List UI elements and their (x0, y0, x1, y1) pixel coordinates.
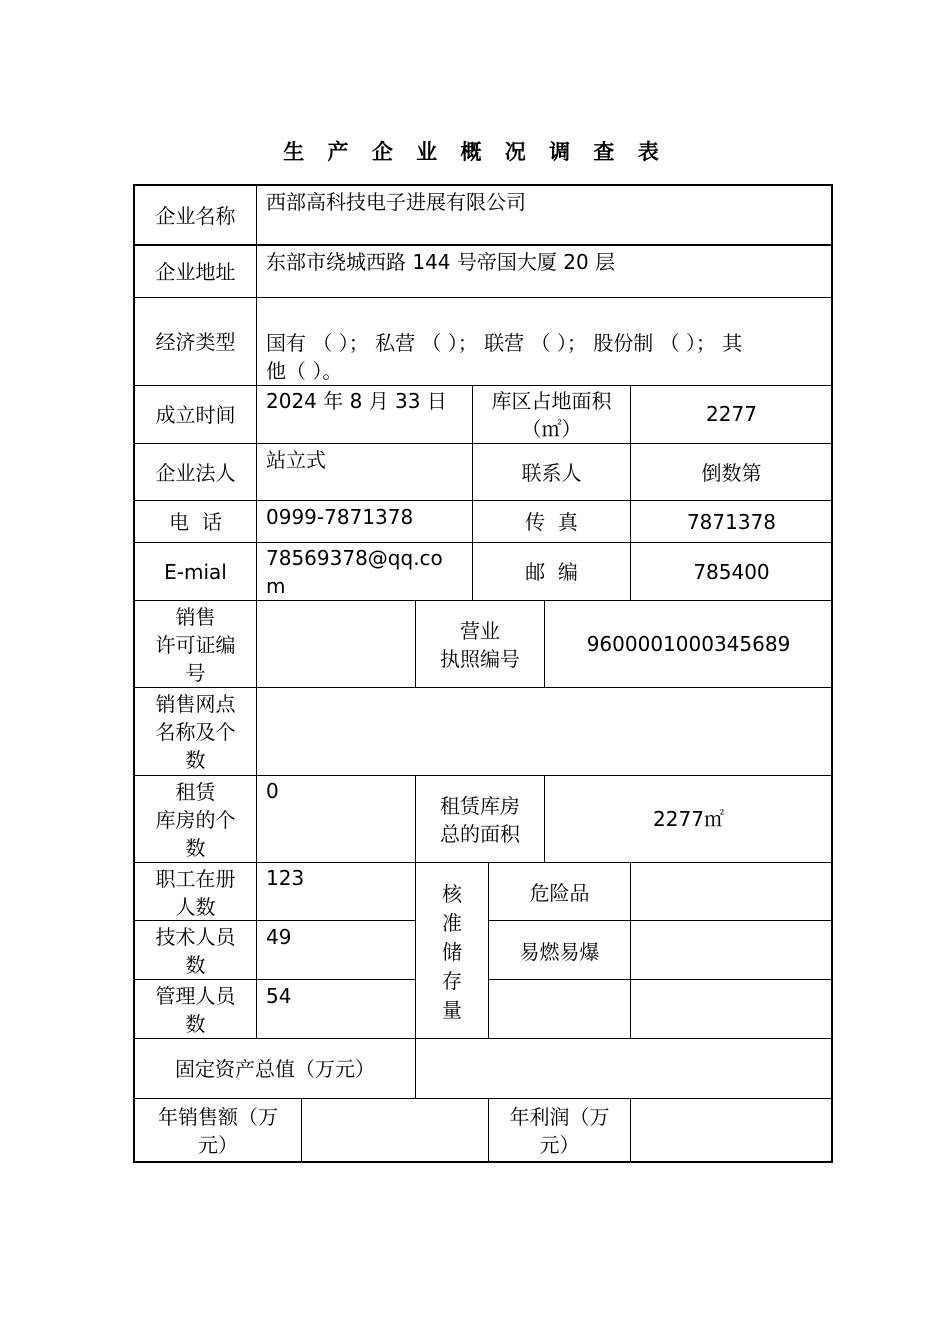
sales-license-label: 销售 (175, 605, 216, 629)
flammable-label: 易燃易爆 (519, 940, 600, 964)
row-divider (133, 979, 416, 980)
leased-count-label-l3: 数 (185, 836, 206, 860)
row-divider (133, 542, 833, 543)
warehouse-area-value: 2277 (706, 402, 757, 426)
annual-profit-label: 年利润（万 (509, 1105, 610, 1129)
row-divider (133, 862, 833, 863)
technicians-value: 49 (266, 925, 292, 949)
row-divider (133, 687, 833, 688)
employees-value: 123 (266, 866, 305, 890)
business-license-value: 9600001000345689 (586, 632, 791, 656)
managers-label: 管理人员 (155, 984, 236, 1008)
phone-label: 电 话 (169, 510, 222, 534)
column-divider (630, 862, 631, 1038)
leased-count-value: 0 (266, 779, 279, 803)
managers-label-l2: 数 (185, 1012, 206, 1036)
approved-storage-label-4: 存 (442, 969, 462, 993)
row-divider (133, 1038, 833, 1039)
email-value: 78569378@qq.co (266, 546, 443, 570)
row-divider (133, 600, 833, 601)
sales-license-label-l2: 许可证编 (155, 633, 236, 657)
column-divider (256, 184, 257, 1038)
business-license-label: 营业 (460, 619, 500, 643)
annual-sales-label-l2: 元） (198, 1133, 238, 1157)
column-divider (301, 1098, 302, 1163)
postcode-value: 785400 (693, 560, 770, 584)
row-divider (133, 385, 833, 386)
hazardous-label: 危险品 (529, 881, 590, 905)
row-divider (133, 500, 833, 501)
email-label: E-mial (164, 560, 227, 584)
leased-count-label-l2: 库房的个 (155, 808, 236, 832)
approved-storage-label: 核 (442, 882, 462, 906)
row-divider (133, 297, 833, 298)
outlets-label-l2: 名称及个 (155, 720, 236, 744)
column-divider (630, 1098, 631, 1163)
page-title: 生 产 企 业 概 况 调 查 表 (283, 140, 667, 164)
phone-value: 0999-7871378 (266, 505, 414, 529)
established-date-label: 成立时间 (155, 403, 236, 427)
fixed-assets-label: 固定资产总值（万元） (175, 1057, 375, 1081)
managers-value: 54 (266, 984, 292, 1008)
company-address-label: 企业地址 (155, 260, 236, 284)
employees-label-l2: 人数 (175, 895, 216, 919)
economic-type-options: 国有 （ ）； 私营 （ ）； 联营 （ ）； 股份制 （ ）； 其 (266, 331, 743, 355)
legal-person-label: 企业法人 (155, 461, 236, 485)
outlets-label-l3: 数 (185, 748, 206, 772)
annual-profit-label-l2: 元） (539, 1133, 580, 1157)
company-name-label: 企业名称 (155, 204, 236, 228)
business-license-label-l2: 执照编号 (440, 647, 520, 671)
leased-area-label-l2: 总的面积 (440, 822, 520, 846)
company-name-value: 西部高科技电子进展有限公司 (266, 190, 526, 214)
row-divider (133, 244, 833, 246)
economic-type-label: 经济类型 (155, 330, 236, 354)
row-divider (133, 1098, 833, 1099)
company-address-value: 东部市绕城西路 144 号帝国大厦 20 层 (266, 250, 616, 274)
email-value-cont: m (266, 574, 286, 598)
row-divider (133, 443, 833, 444)
row-divider (488, 920, 833, 921)
employees-label: 职工在册 (155, 867, 236, 891)
leased-area-label: 租赁库房 (440, 794, 520, 818)
fax-value: 7871378 (686, 510, 777, 534)
leased-count-label: 租赁 (175, 780, 216, 804)
annual-sales-label: 年销售额（万 (158, 1105, 278, 1129)
legal-person-value: 站立式 (266, 448, 326, 472)
leased-area-value: 2277㎡ (653, 807, 724, 831)
technicians-label-l2: 数 (185, 953, 206, 977)
fax-label: 传 真 (525, 510, 578, 534)
approved-storage-label-3: 储 (442, 940, 462, 964)
established-date-value: 2024 年 8 月 33 日 (266, 389, 447, 413)
technicians-label: 技术人员 (155, 925, 236, 949)
outlets-label: 销售网点 (155, 692, 236, 716)
row-divider (133, 775, 833, 776)
warehouse-area-label: 库区占地面积 (491, 389, 612, 413)
approved-storage-label-5: 量 (442, 998, 462, 1022)
contact-label: 联系人 (521, 461, 582, 485)
row-divider (488, 979, 833, 980)
approved-storage-label-2: 准 (442, 911, 462, 935)
postcode-label: 邮 编 (525, 560, 578, 584)
warehouse-area-unit: （㎡） (521, 417, 582, 441)
contact-value: 倒数第 (701, 461, 762, 485)
sales-license-label-l3: 号 (185, 661, 206, 685)
economic-type-options-cont: 他（ ）。 (266, 359, 343, 383)
